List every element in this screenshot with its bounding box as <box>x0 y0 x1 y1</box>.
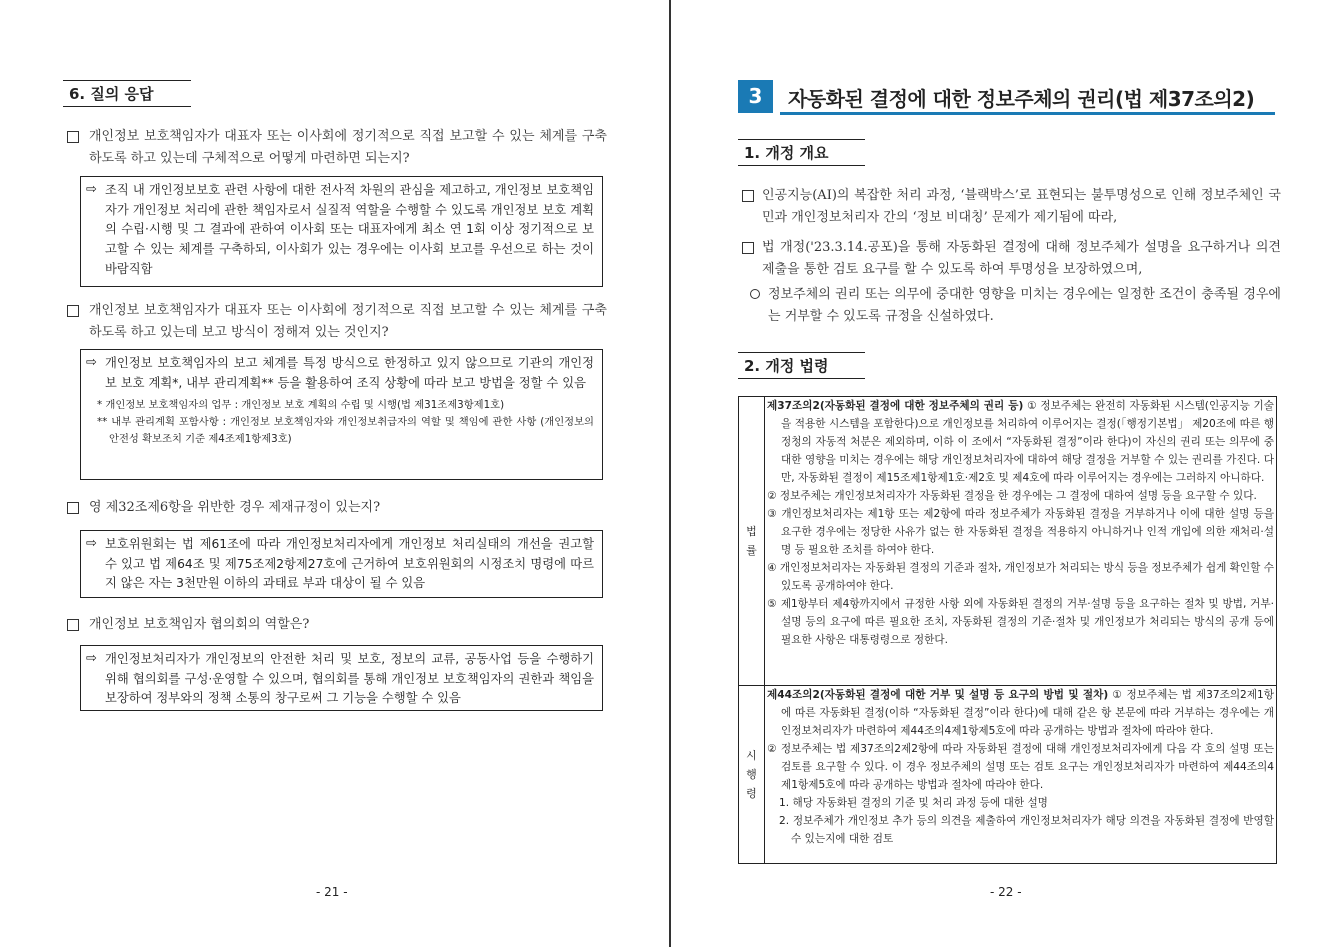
section-title-overview: 1. 개정 개요 <box>738 139 865 166</box>
chapter-title-underline <box>780 112 1275 115</box>
page-divider <box>669 0 671 947</box>
question-text: 영 제32조제6항을 위반한 경우 제재규정이 있는지? <box>89 500 381 515</box>
overview-text: 인공지능(AI)의 복잡한 처리 과정, ‘블랙박스’로 표현되는 불투명성으로 인해 정보주체인 국민과 개인정보처리자 간의 ‘정보 비대칭’ 문제가 제기됨에 따라, <box>762 188 1281 225</box>
decree-item: 2. 정보주체가 개인정보 추가 등의 의견을 제출하여 개인정보처리자가 해당 의견을 자동화된 결정에 반영할 수 있는지에 대한 검토 <box>779 815 1274 845</box>
chapter-title: 자동화된 결정에 대한 정보주체의 권리(법 제37조의2) <box>788 87 1255 111</box>
checkbox-bullet-icon <box>742 242 754 254</box>
law-paragraph: ① 정보주체는 완전히 자동화된 시스템(인공지능 기술을 적용한 시스템을 포함한다)으로 개인정보를 처리하여 이루어지는 결정(「행정기본법」 제20조에 따른 행정청의 자동적 처분은 제외하며, 이하 이 조에서 “자동화된 결정”이라 한다)이 자신의 권리 또는 의무에 중대한 영향을 미치는 경우에는 해당 개인정보처리자에 대하여 해당 결정을 거부할 수 있는 권리를 가진다. 다만, 자동화된 결정이 제15조제1항제1호·제2호 및 제4호에 따라 이루어지는 경우에는 그러하지 아니하다. <box>781 400 1274 484</box>
law-paragraph: ④ 개인정보처리자는 자동화된 결정의 기준과 절차, 개인정보가 처리되는 방식 등을 정보주체가 쉽게 확인할 수 있도록 공개하여야 한다. <box>767 562 1274 592</box>
overview-text: 정보주체의 권리 또는 의무에 중대한 영향을 미치는 경우에는 일정한 조건이 충족될 경우에는 거부할 수 있도록 규정을 신설하였다. <box>768 287 1281 324</box>
arrow-right-icon: ⇨ <box>86 651 97 666</box>
law-label-text: 법률 <box>746 525 757 557</box>
section-title-law: 2. 개정 법령 <box>738 352 865 379</box>
law-article-title: 제37조의2(자동화된 결정에 대한 정보주체의 권리 등) <box>767 400 1024 412</box>
arrow-right-icon: ⇨ <box>86 536 97 551</box>
chapter-number-badge: 3 <box>738 80 773 113</box>
checkbox-bullet-icon <box>67 131 79 143</box>
law-paragraph: ③ 개인정보처리자는 제1항 또는 제2항에 따라 정보주체가 자동화된 결정을 거부하거나 이에 대한 설명 등을 요구한 경우에는 정당한 사유가 없는 한 자동화된 결정을 적용하지 아니하거나 인적 개입에 의한 재처리·설명 등 필요한 조치를 하여야 한다. <box>767 508 1274 556</box>
checkbox-bullet-icon <box>67 305 79 317</box>
answer-text: 보호위원회는 법 제61조에 따라 개인정보처리자에게 개인정보 처리실태의 개선을 권고할 수 있고 법 제64조 및 제75조제2항제27호에 근거하여 보호위원회의 시정조치 명령에 따르지 않은 자는 3천만원 이하의 과태료 부과 대상이 될 수 있음 <box>105 537 594 591</box>
decree-content <box>765 686 1277 864</box>
question-4 <box>67 614 607 636</box>
law-table <box>738 396 1277 864</box>
overview-item-3 <box>738 284 1281 328</box>
answer-box-3 <box>80 530 603 598</box>
law-paragraph: ② 정보주체는 개인정보처리자가 자동화된 결정을 한 경우에는 그 결정에 대하여 설명 등을 요구할 수 있다. <box>767 490 1257 502</box>
overview-item-1 <box>738 185 1281 229</box>
law-paragraph: ⑤ 제1항부터 제4항까지에서 규정한 사항 외에 자동화된 결정의 거부·설명 등을 요구하는 절차 및 방법, 거부·설명 등의 요구에 따른 필요한 조치, 자동화된 결정의 기준·절차 및 개인정보가 처리되는 방식의 공개 등에 필요한 사항은 대통령령으로 정한다. <box>767 598 1274 646</box>
decree-paragraph: ② 정보주체는 법 제37조의2제2항에 따라 자동화된 결정에 대해 개인정보처리자에게 다음 각 호의 설명 또는 검토를 요구할 수 있다. 이 경우 정보주체의 설명 또는 검토 요구는 개인정보처리자가 마련하여 제44조의4제1항제5호에 따라 공개하는 방법과 절차에 따라야 한다. <box>767 743 1274 791</box>
answer-box-2 <box>80 349 603 480</box>
answer-box-1 <box>80 176 603 287</box>
question-3 <box>67 497 607 519</box>
question-text: 개인정보 보호책임자가 대표자 또는 이사회에 정기적으로 직접 보고할 수 있는 체계를 구축하도록 하고 있는데 보고 방식이 정해져 있는 것인지? <box>89 303 607 340</box>
question-2 <box>67 300 607 344</box>
decree-label <box>739 686 765 864</box>
page-number-right: - 22 - <box>990 885 1022 899</box>
question-1 <box>67 126 607 170</box>
circle-bullet-icon <box>750 289 760 299</box>
footnote: ** 내부 관리계획 포함사항 : 개인정보 보호책임자와 개인정보취급자의 역할 및 책임에 관한 사항 (개인정보의 안전성 확보조치 기준 제4조제1항제3호) <box>97 416 594 446</box>
decree-label-text: 시행령 <box>746 749 757 800</box>
overview-text: 법 개정('23.3.14.공포)을 통해 자동화된 결정에 대해 정보주체가 설명을 요구하거나 의견 제출을 통한 검토 요구를 할 수 있도록 하여 투명성을 보장하였으며, <box>762 240 1281 277</box>
answer-text: 개인정보 보호책임자의 보고 체계를 특정 방식으로 한정하고 있지 않으므로 기관의 개인정보 보호 계획*, 내부 관리계획** 등을 활용하여 조직 상황에 따라 보고 방법을 정할 수 있음 <box>105 356 594 390</box>
answer-text: 개인정보처리자가 개인정보의 안전한 처리 및 보호, 정보의 교류, 공동사업 등을 수행하기 위해 협의회를 구성·운영할 수 있으며, 협의회를 통해 개인정보 보호책임자의 권한과 책임을 보장하여 정부와의 정책 소통의 창구로써 그 기능을 수행할 수 있음 <box>105 652 594 706</box>
answer-box-4 <box>80 645 603 711</box>
decree-item: 1. 해당 자동화된 결정의 기준 및 처리 과정 등에 대한 설명 <box>779 797 1048 809</box>
law-label <box>739 397 765 686</box>
law-row <box>739 397 1277 686</box>
decree-article-title: 제44조의2(자동화된 결정에 대한 거부 및 설명 등 요구의 방법 및 절차) <box>767 689 1109 701</box>
checkbox-bullet-icon <box>742 190 754 202</box>
page-number-left: - 21 - <box>316 885 348 899</box>
footnote: * 개인정보 보호책임자의 업무 : 개인정보 보호 계획의 수립 및 시행(법 제31조제3항제1호) <box>97 399 505 412</box>
checkbox-bullet-icon <box>67 619 79 631</box>
arrow-right-icon: ⇨ <box>86 182 97 197</box>
decree-paragraph: ① 정보주체는 법 제37조의2제1항에 따른 자동화된 결정(이하 “자동화된 결정”이라 한다)에 대해 같은 항 본문에 따라 거부하는 경우에는 개인정보처리자가 마련하여 제44조의4제1항제5호에 따라 공개하는 방법과 절차에 따라야 한다. <box>781 689 1275 737</box>
arrow-right-icon: ⇨ <box>86 355 97 370</box>
section-title-qa: 6. 질의 응답 <box>63 80 191 107</box>
question-text: 개인정보 보호책임자 협의회의 역할은? <box>89 617 310 632</box>
question-text: 개인정보 보호책임자가 대표자 또는 이사회에 정기적으로 직접 보고할 수 있는 체계를 구축하도록 하고 있는데 구체적으로 어떻게 마련하면 되는지? <box>89 129 607 166</box>
overview-item-2 <box>738 237 1281 281</box>
decree-row <box>739 686 1277 864</box>
answer-text: 조직 내 개인정보보호 관련 사항에 대한 전사적 차원의 관심을 제고하고, 개인정보 보호책임자가 개인정보 처리에 관한 책임자로서 실질적 역할을 수행할 수 있도록 개인정보 보호 계획의 수립·시행 및 그 결과에 관하여 이사회 또는 대표자에게 최소 연 1회 이상 정기적으로 보고할 수 있는 체계를 구축하되, 이사회가 있는 경우에는 이사회 보고를 우선으로 하는 것이 바람직함 <box>105 183 594 276</box>
checkbox-bullet-icon <box>67 502 79 514</box>
law-content <box>765 397 1277 686</box>
